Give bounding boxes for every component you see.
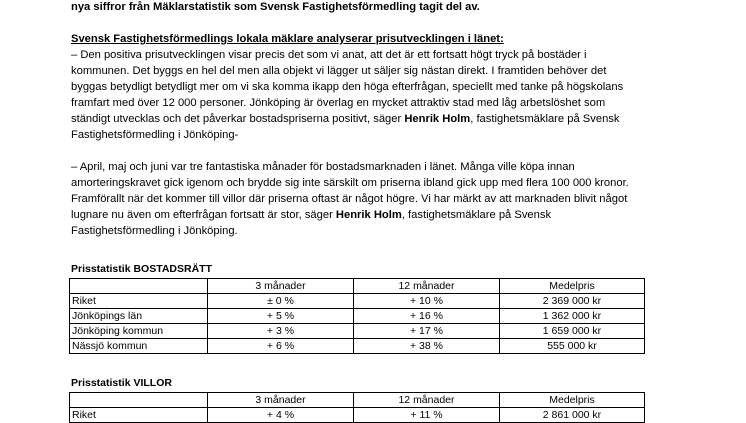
table-cell: 2 861 000 kr: [500, 408, 645, 423]
table-cell: Nässjö kommun: [70, 339, 208, 354]
table-cell: + 3 %: [208, 324, 354, 339]
speaker-name: Henrik Holm: [335, 209, 402, 221]
table-cell: Medelpris: [500, 393, 645, 408]
table-cell: + 4 %: [208, 408, 354, 423]
table-cell: 2 369 000 kr: [500, 294, 645, 309]
section-heading: Svensk Fastighetsförmedlings lokala mäklare analyserar prisutvecklingen i länet:: [71, 33, 504, 45]
paragraph-line: – April, maj och juni var tre fantastiska månader för bostadsmarknaden i länet. Många ville köpa innan: [71, 161, 575, 173]
paragraph-line: Fastighetsförmedling i Jönköping-: [71, 129, 239, 141]
table-cell: 1 659 000 kr: [500, 324, 645, 339]
table-header-row: [70, 393, 645, 408]
paragraph-line: – Den positiva prisutvecklingen visar precis det som vi anat, att det är ett fortsatt högt tryck på bostäder i: [71, 49, 587, 61]
table-cell: + 6 %: [208, 339, 354, 354]
table-row: [70, 408, 645, 423]
table-row: [70, 324, 645, 339]
table-cell: [70, 393, 208, 408]
table-cell: ± 0 %: [208, 294, 354, 309]
paragraph-line: ständigt utvecklas och det påverkar bostadspriserna positivt, säger Henrik Holm, fastighetsmäklare på Svensk: [71, 113, 620, 125]
table-cell: [70, 279, 208, 294]
table-header-row: [70, 279, 645, 294]
table-cell: Medelpris: [500, 279, 645, 294]
table-cell: 1 362 000 kr: [500, 309, 645, 324]
paragraph-line: Framförallt när det kommer till villor där priserna oftast är något högre. Vi har märkt av att marknaden blivit något: [71, 193, 628, 205]
table-cell: 12 månader: [354, 393, 500, 408]
table-cell: + 17 %: [354, 324, 500, 339]
table-row: [70, 309, 645, 324]
paragraph-line: byggas betydligt betydligt mer om vi ska komma ikapp den höga efterfrågan, speciellt med tanke på högskolans: [71, 81, 624, 93]
table-title-villor: Prisstatistik VILLOR: [71, 377, 172, 389]
paragraph-line: kommunen. Det byggs en hel del men alla objekt vi lägger ut säljer sig nästan direkt. I framtiden behöver det: [71, 65, 607, 77]
price-table-bostadsratt: [69, 278, 645, 354]
table-cell: Jönköpings län: [70, 309, 208, 324]
table-cell: + 10 %: [354, 294, 500, 309]
table-cell: 3 månader: [208, 393, 354, 408]
table-cell: + 16 %: [354, 309, 500, 324]
table-row: [70, 339, 645, 354]
paragraph-line: lugnare nu även om efterfrågan fortsatt är stor, säger Henrik Holm, fastighetsmäklare på Svensk: [71, 209, 552, 221]
intro-tail: nya siffror från Mäklarstatistik som Svensk Fastighetsförmedling tagit del av.: [71, 1, 480, 13]
table-cell: + 5 %: [208, 309, 354, 324]
price-table-villor: [69, 392, 645, 423]
table-cell: 555 000 kr: [500, 339, 645, 354]
table-cell: Riket: [70, 294, 208, 309]
speaker-name: Henrik Holm: [404, 113, 471, 125]
paragraph-line: amorteringskravet gick igenom och brydde sig inte särskilt om priserna ibland gick upp med flera 100 000 kronor.: [71, 177, 629, 189]
table-cell: Jönköping kommun: [70, 324, 208, 339]
table-title-bostadsratt: Prisstatistik BOSTADSRÄTT: [71, 263, 212, 275]
table-cell: + 38 %: [354, 339, 500, 354]
paragraph-line: framfart med över 12 000 personer. Jönköping är överlag en mycket attraktiv stad med låg arbetslöshet som: [71, 97, 606, 109]
table-cell: 3 månader: [208, 279, 354, 294]
table-cell: + 11 %: [354, 408, 500, 423]
table-row: [70, 294, 645, 309]
table-cell: 12 månader: [354, 279, 500, 294]
paragraph-line: Fastighetsförmedling i Jönköping.: [71, 225, 238, 237]
table-cell: Riket: [70, 408, 208, 423]
